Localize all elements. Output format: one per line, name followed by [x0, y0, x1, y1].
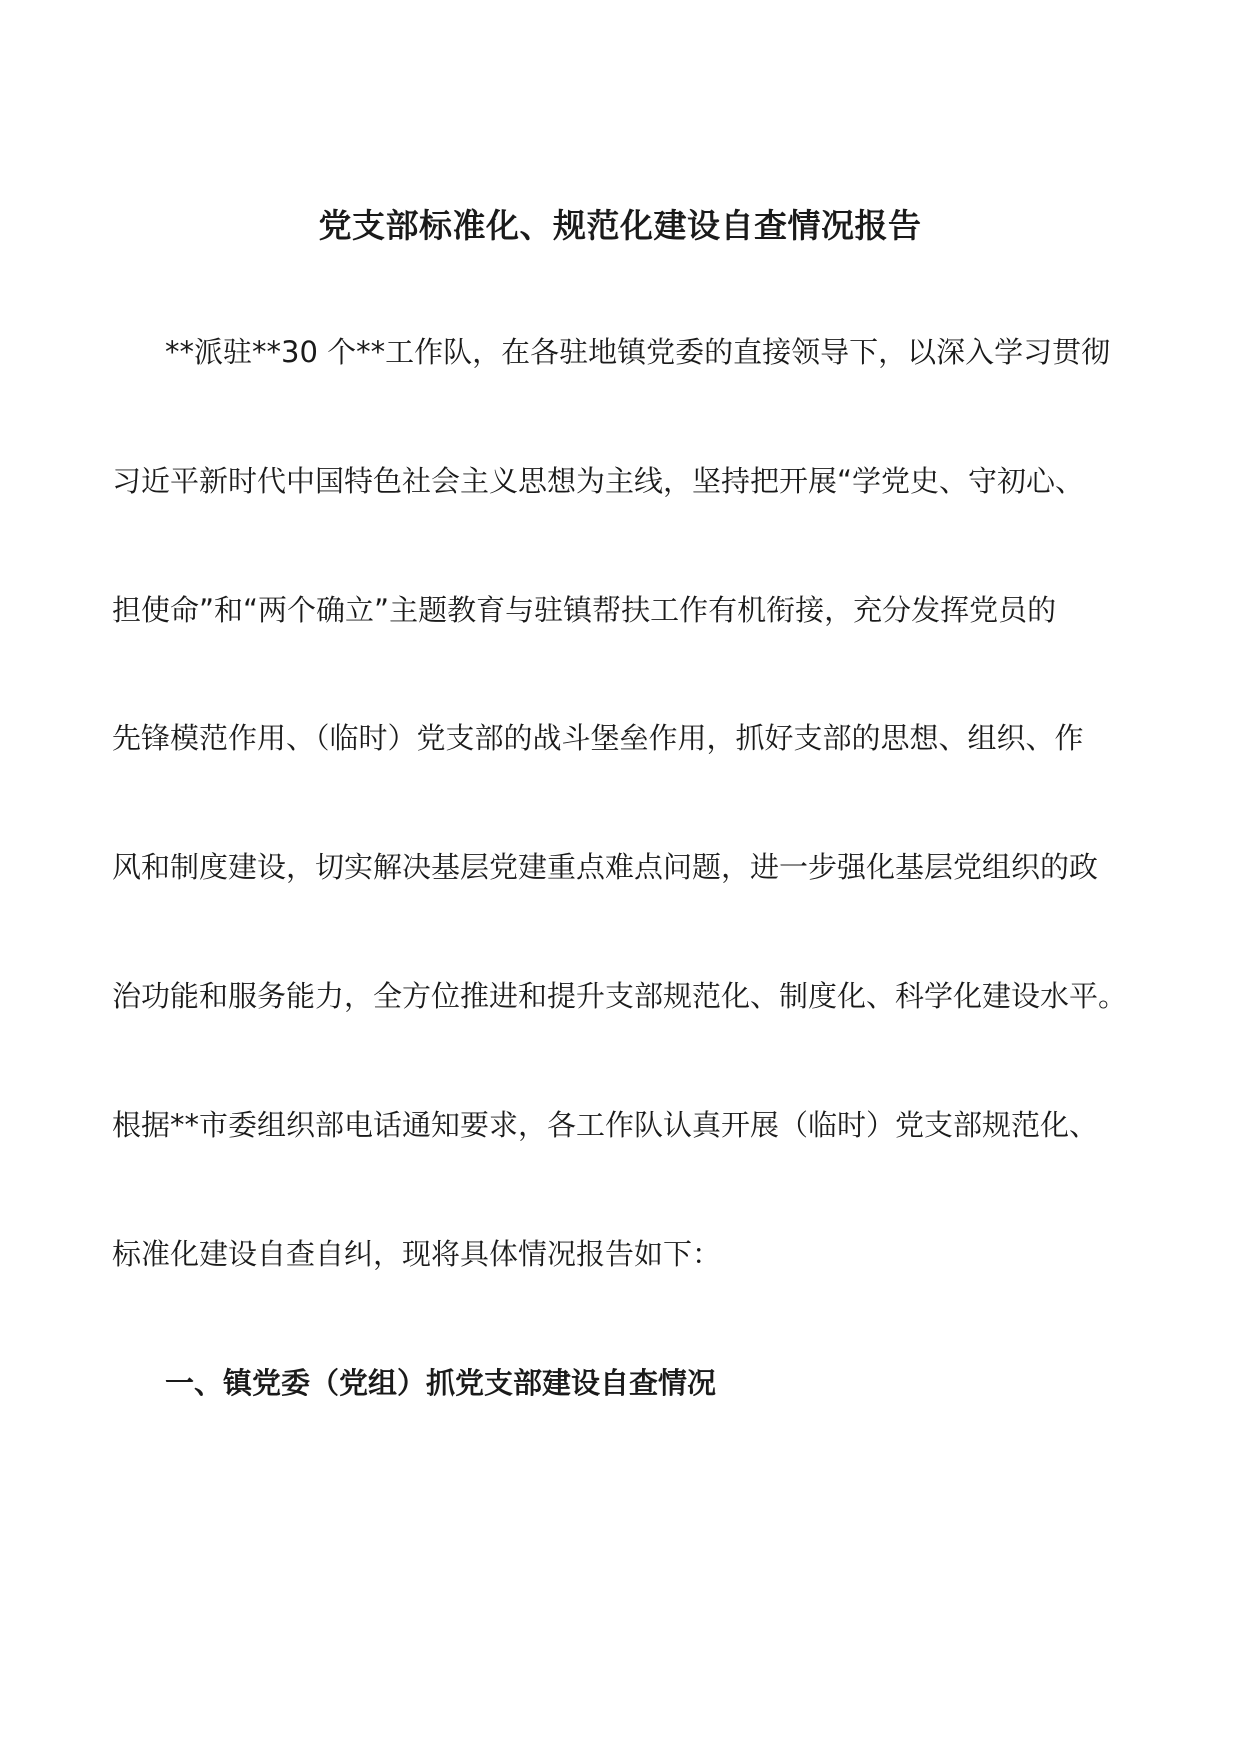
paragraph-line-8: 标准化建设自查自纠，现将具体情况报告如下：: [112, 1237, 722, 1271]
paragraph-line-7: 根据**市委组织部电话通知要求，各工作队认真开展（临时）党支部规范化、: [112, 1108, 1099, 1142]
paragraph-line-4: 先锋模范作用、（临时）党支部的战斗堡垒作用，抓好支部的思想、组织、作: [112, 721, 1084, 755]
paragraph-line-6: 治功能和服务能力，全方位推进和提升支部规范化、制度化、科学化建设水平。: [112, 979, 1128, 1013]
document-title: 党支部标准化、规范化建设自查情况报告: [318, 206, 922, 245]
paragraph-line-2: 习近平新时代中国特色社会主义思想为主线，坚持把开展“学党史、守初心、: [112, 464, 1085, 498]
paragraph-line-3: 担使命”和“两个确立”主题教育与驻镇帮扶工作有机衔接，充分发挥党员的: [112, 593, 1057, 627]
paragraph-line-5: 风和制度建设，切实解决基层党建重点难点问题，进一步强化基层党组织的政: [112, 850, 1099, 884]
paragraph-line-1: **派驻**30 个**工作队，在各驻地镇党委的直接领导下，以深入学习贯彻: [165, 335, 1111, 369]
section-heading-1: 一、镇党委（党组）抓党支部建设自查情况: [165, 1366, 717, 1400]
